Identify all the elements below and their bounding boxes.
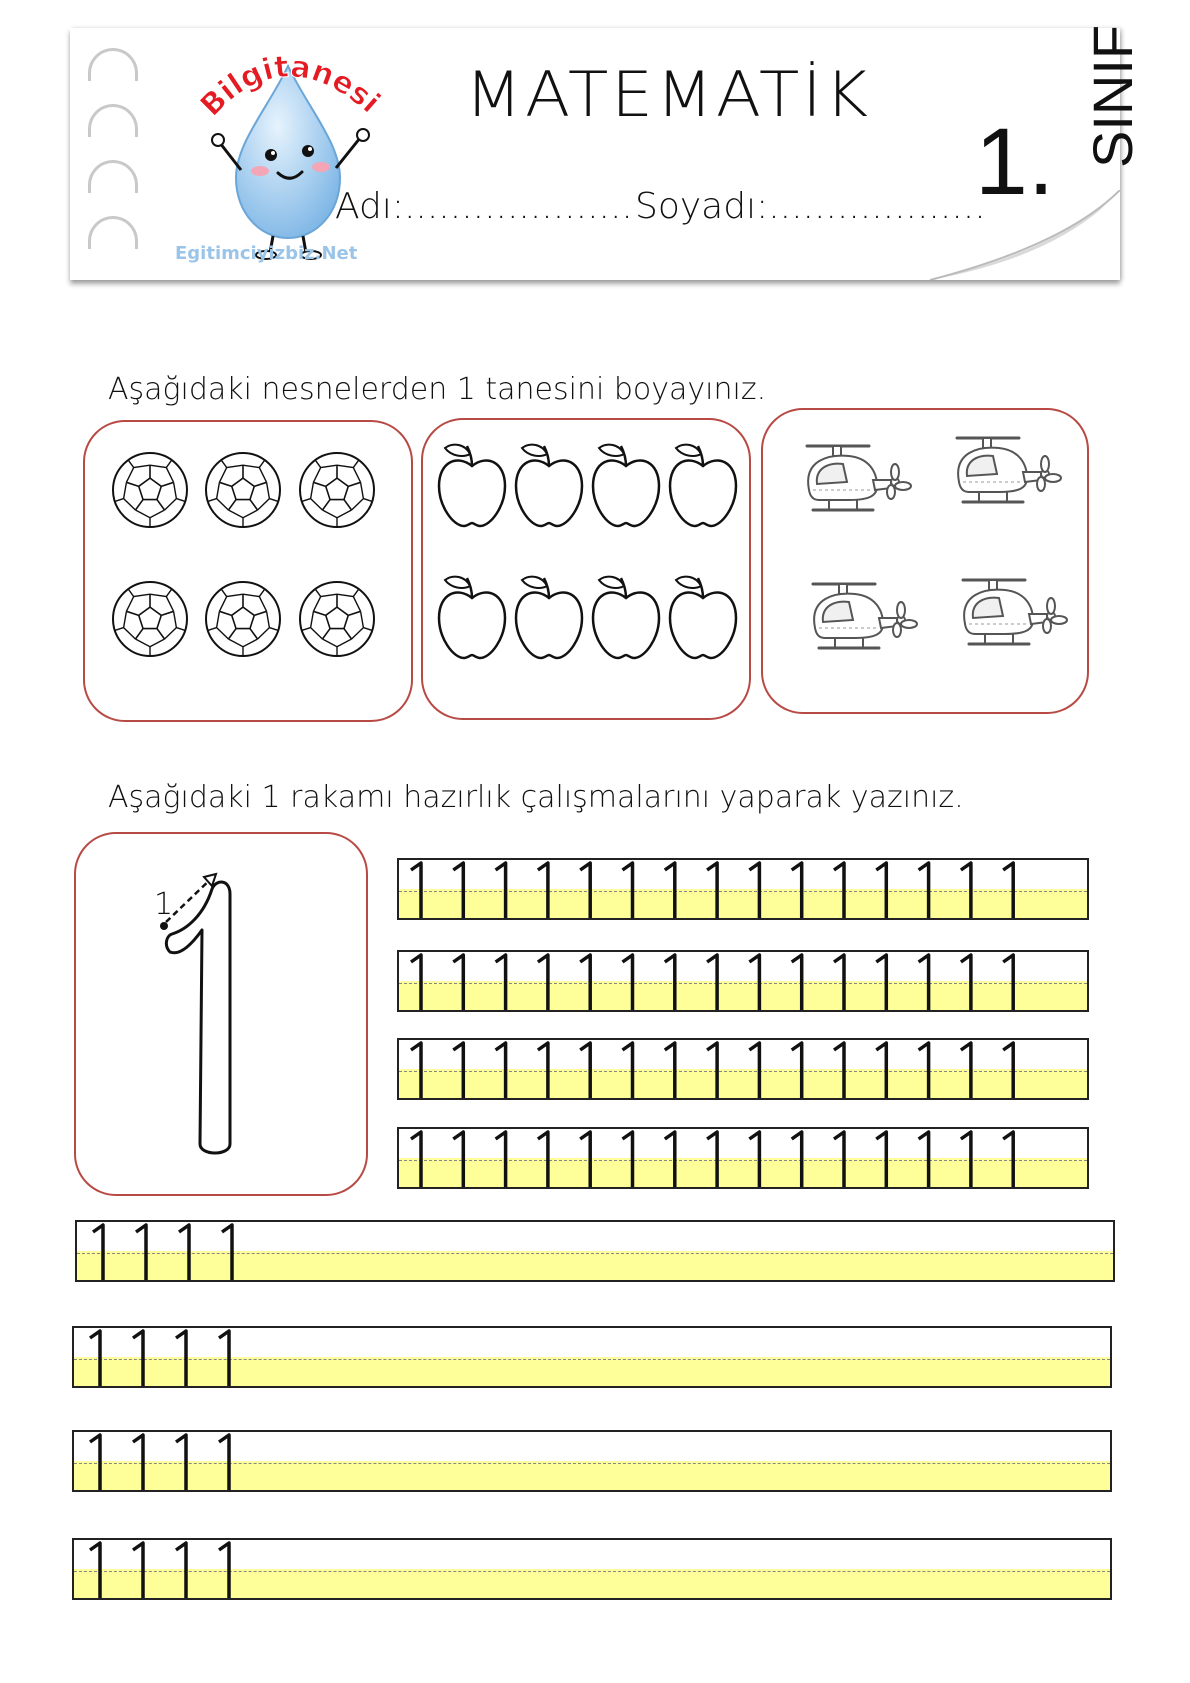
handwriting-line[interactable] [72, 1430, 1112, 1492]
digit-one [749, 1132, 759, 1188]
traced-digits [77, 1222, 1115, 1282]
apple-icon [670, 577, 736, 658]
digit-one [1003, 863, 1013, 919]
digit-one [919, 1043, 929, 1099]
digit-one [961, 1043, 971, 1099]
handwriting-line[interactable] [72, 1326, 1112, 1388]
handwriting-line[interactable] [397, 1127, 1089, 1189]
digit-one [792, 1043, 802, 1099]
digit-one [133, 1331, 143, 1387]
digit-one [133, 1543, 143, 1599]
digit-one [665, 955, 675, 1011]
digit-one [707, 1043, 717, 1099]
apple-icon [516, 577, 582, 658]
digit-one [919, 863, 929, 919]
soccer-balls [85, 422, 411, 720]
helicopters [763, 410, 1087, 712]
digit-one [961, 863, 971, 919]
digit-one [133, 1435, 143, 1491]
digit-one [538, 955, 548, 1011]
digit-one [136, 1225, 146, 1281]
helicopter-icon [957, 438, 1061, 502]
traced-digits [399, 860, 1089, 920]
digit-one [453, 1132, 463, 1188]
soccer-ball-icon [113, 582, 187, 656]
apple-icon [439, 445, 505, 526]
binder-ring [88, 216, 138, 249]
digit-one [93, 1225, 103, 1281]
digit-one [1003, 1043, 1013, 1099]
digit-one [834, 1043, 844, 1099]
logo-text: Bilgitanesi [193, 49, 387, 124]
digit-one [580, 863, 590, 919]
digit-one [961, 1132, 971, 1188]
digit-one [707, 955, 717, 1011]
digit-one [411, 1043, 421, 1099]
apple-group [421, 418, 751, 720]
digit-one [792, 1132, 802, 1188]
handwriting-line[interactable] [397, 858, 1089, 920]
digit-one [411, 863, 421, 919]
digit-one [90, 1543, 100, 1599]
digit-one [496, 955, 506, 1011]
traced-digits [74, 1432, 1112, 1492]
surname-field: Soyadı:................... [635, 186, 986, 227]
apple-icon [593, 445, 659, 526]
digit-one [749, 955, 759, 1011]
digit-one [219, 1543, 229, 1599]
digit-one [580, 1043, 590, 1099]
digit-one [176, 1331, 186, 1387]
digit-one [919, 955, 929, 1011]
digit-one [876, 1043, 886, 1099]
digit-one [496, 1132, 506, 1188]
digit-one [876, 955, 886, 1011]
binder-ring [88, 104, 138, 137]
digit-one [222, 1225, 232, 1281]
soccer-ball-icon [206, 582, 280, 656]
digit-one [179, 1225, 189, 1281]
digit-one [496, 863, 506, 919]
binder-ring [88, 48, 138, 81]
digit-one [90, 1435, 100, 1491]
logo-website: Egitimciyizbiz.Net [175, 243, 358, 264]
digit-one [580, 1132, 590, 1188]
digit-one [707, 1132, 717, 1188]
digit-one [834, 1132, 844, 1188]
traced-digits [399, 1129, 1089, 1189]
digit-one [623, 863, 633, 919]
helicopter-icon [813, 584, 917, 648]
handwriting-line[interactable] [397, 950, 1089, 1012]
digit-one [453, 863, 463, 919]
digit-one [496, 1043, 506, 1099]
grade-label: SINIF [1081, 24, 1144, 168]
digit-one [665, 1043, 675, 1099]
soccer-ball-icon [113, 453, 187, 527]
digit-one [538, 1043, 548, 1099]
digit-one [623, 1132, 633, 1188]
traced-digits [399, 952, 1089, 1012]
apple-icon [516, 445, 582, 526]
instruction-color: Aşağıdaki nesnelerden 1 tanesini boyayınız. [108, 372, 767, 407]
digit-one [176, 1543, 186, 1599]
helicopter-icon [807, 446, 911, 510]
traced-digits [74, 1540, 1112, 1600]
digit-one [623, 955, 633, 1011]
soccer-ball-icon [206, 453, 280, 527]
digit-guide-box [74, 832, 368, 1196]
digit-one [176, 1435, 186, 1491]
digit-one [219, 1435, 229, 1491]
digit-one [1003, 955, 1013, 1011]
soccer-ball-icon [300, 582, 374, 656]
instruction-write: Aşağıdaki 1 rakamı hazırlık çalışmalarını yaparak yazınız. [108, 780, 964, 815]
digit-one [538, 863, 548, 919]
digit-one [876, 1132, 886, 1188]
handwriting-line[interactable] [397, 1038, 1089, 1100]
apple-icon [439, 577, 505, 658]
digit-one [665, 1132, 675, 1188]
handwriting-line[interactable] [72, 1538, 1112, 1600]
apples [423, 420, 749, 718]
digit-one [792, 955, 802, 1011]
digit-one [792, 863, 802, 919]
soccer-ball-icon [300, 453, 374, 527]
digit-one [749, 1043, 759, 1099]
start-label: 1 [154, 887, 174, 922]
bilgitanesi-logo [138, 38, 408, 263]
helicopter-group [761, 408, 1089, 714]
traced-digits [74, 1328, 1112, 1388]
page-curl [890, 190, 1120, 280]
digit-one [665, 863, 675, 919]
digit-one [411, 955, 421, 1011]
digit-one [876, 863, 886, 919]
digit-one [961, 955, 971, 1011]
helicopter-icon [963, 580, 1067, 644]
apple-icon [670, 445, 736, 526]
digit-one [580, 955, 590, 1011]
digit-one [919, 1132, 929, 1188]
traced-digits [399, 1040, 1089, 1100]
digit-one-outline [76, 834, 366, 1194]
digit-one [1003, 1132, 1013, 1188]
apple-icon [593, 577, 659, 658]
digit-one [707, 863, 717, 919]
digit-one [90, 1331, 100, 1387]
page-title: MATEMATİK [465, 57, 872, 132]
name-field: Adı:.................... [335, 186, 633, 227]
digit-one [834, 955, 844, 1011]
digit-one [411, 1132, 421, 1188]
worksheet-header [70, 24, 1144, 280]
digit-one [834, 863, 844, 919]
handwriting-line[interactable] [75, 1220, 1115, 1282]
digit-one [453, 955, 463, 1011]
grade-number: 1. [975, 109, 1055, 215]
digit-one [623, 1043, 633, 1099]
soccer-ball-group [83, 420, 413, 722]
digit-one [538, 1132, 548, 1188]
digit-one [219, 1331, 229, 1387]
digit-one [453, 1043, 463, 1099]
digit-one [749, 863, 759, 919]
binder-ring [88, 160, 138, 193]
